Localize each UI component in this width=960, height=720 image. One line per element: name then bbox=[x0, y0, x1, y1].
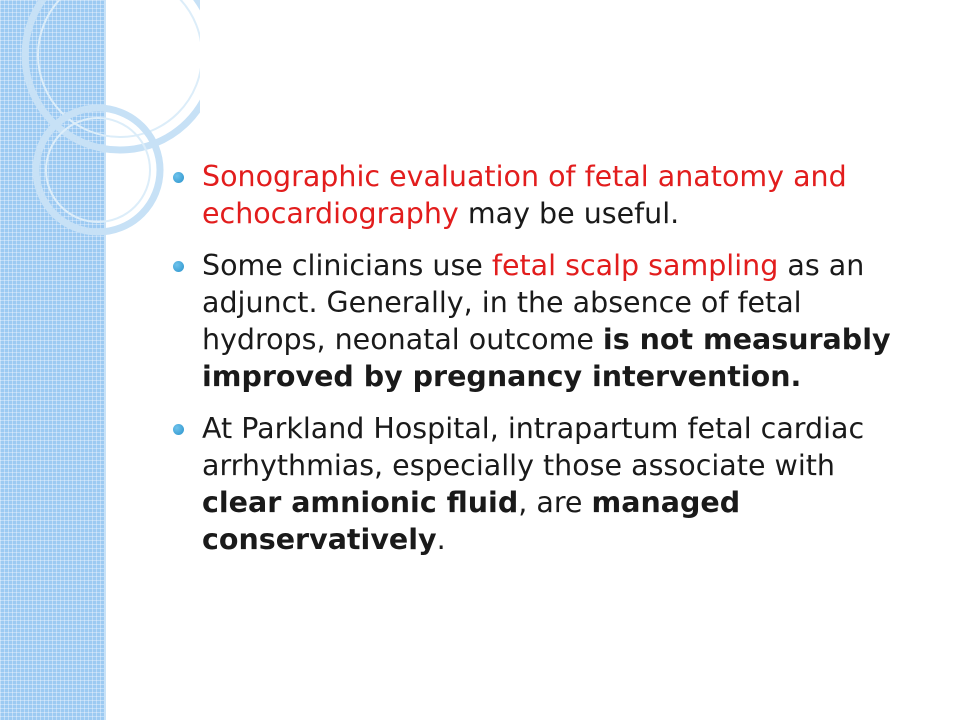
bullet-text-segment: managed conservatively bbox=[202, 486, 741, 556]
bullet-text-segment: fetal scalp sampling bbox=[491, 249, 779, 282]
bullet-dot-icon bbox=[173, 172, 184, 183]
bullet-list bbox=[170, 158, 905, 573]
bullet-dot-icon bbox=[173, 424, 184, 435]
bullet-text-segment: Some clinicians use bbox=[202, 249, 492, 282]
bullet-text-segment: may be useful. bbox=[458, 197, 680, 230]
bullet-text-segment: At Parkland Hospital, intrapartum fetal cardiac arrhythmias, especially those associate with bbox=[202, 412, 865, 482]
bullet-text-segment: as an adjunct. Generally, in the absence of fetal hydrops, neonatal outcome bbox=[202, 249, 865, 356]
bullet-text-segment: clear amnionic fluid bbox=[202, 486, 519, 519]
bullet-item-1 bbox=[170, 158, 905, 232]
bullet-dot-icon bbox=[173, 261, 184, 272]
bullet-text-segment: . bbox=[436, 523, 446, 556]
bullet-text-segment: , are bbox=[518, 486, 592, 519]
bullet-item-2 bbox=[170, 247, 905, 395]
small-ring bbox=[36, 108, 160, 232]
bullet-text-segment: Sonographic evaluation of fetal anatomy and echocardiography bbox=[202, 160, 847, 230]
bullet-text-segment: is not measurably improved by pregnancy intervention. bbox=[202, 323, 891, 393]
bullet-item-3 bbox=[170, 410, 905, 558]
